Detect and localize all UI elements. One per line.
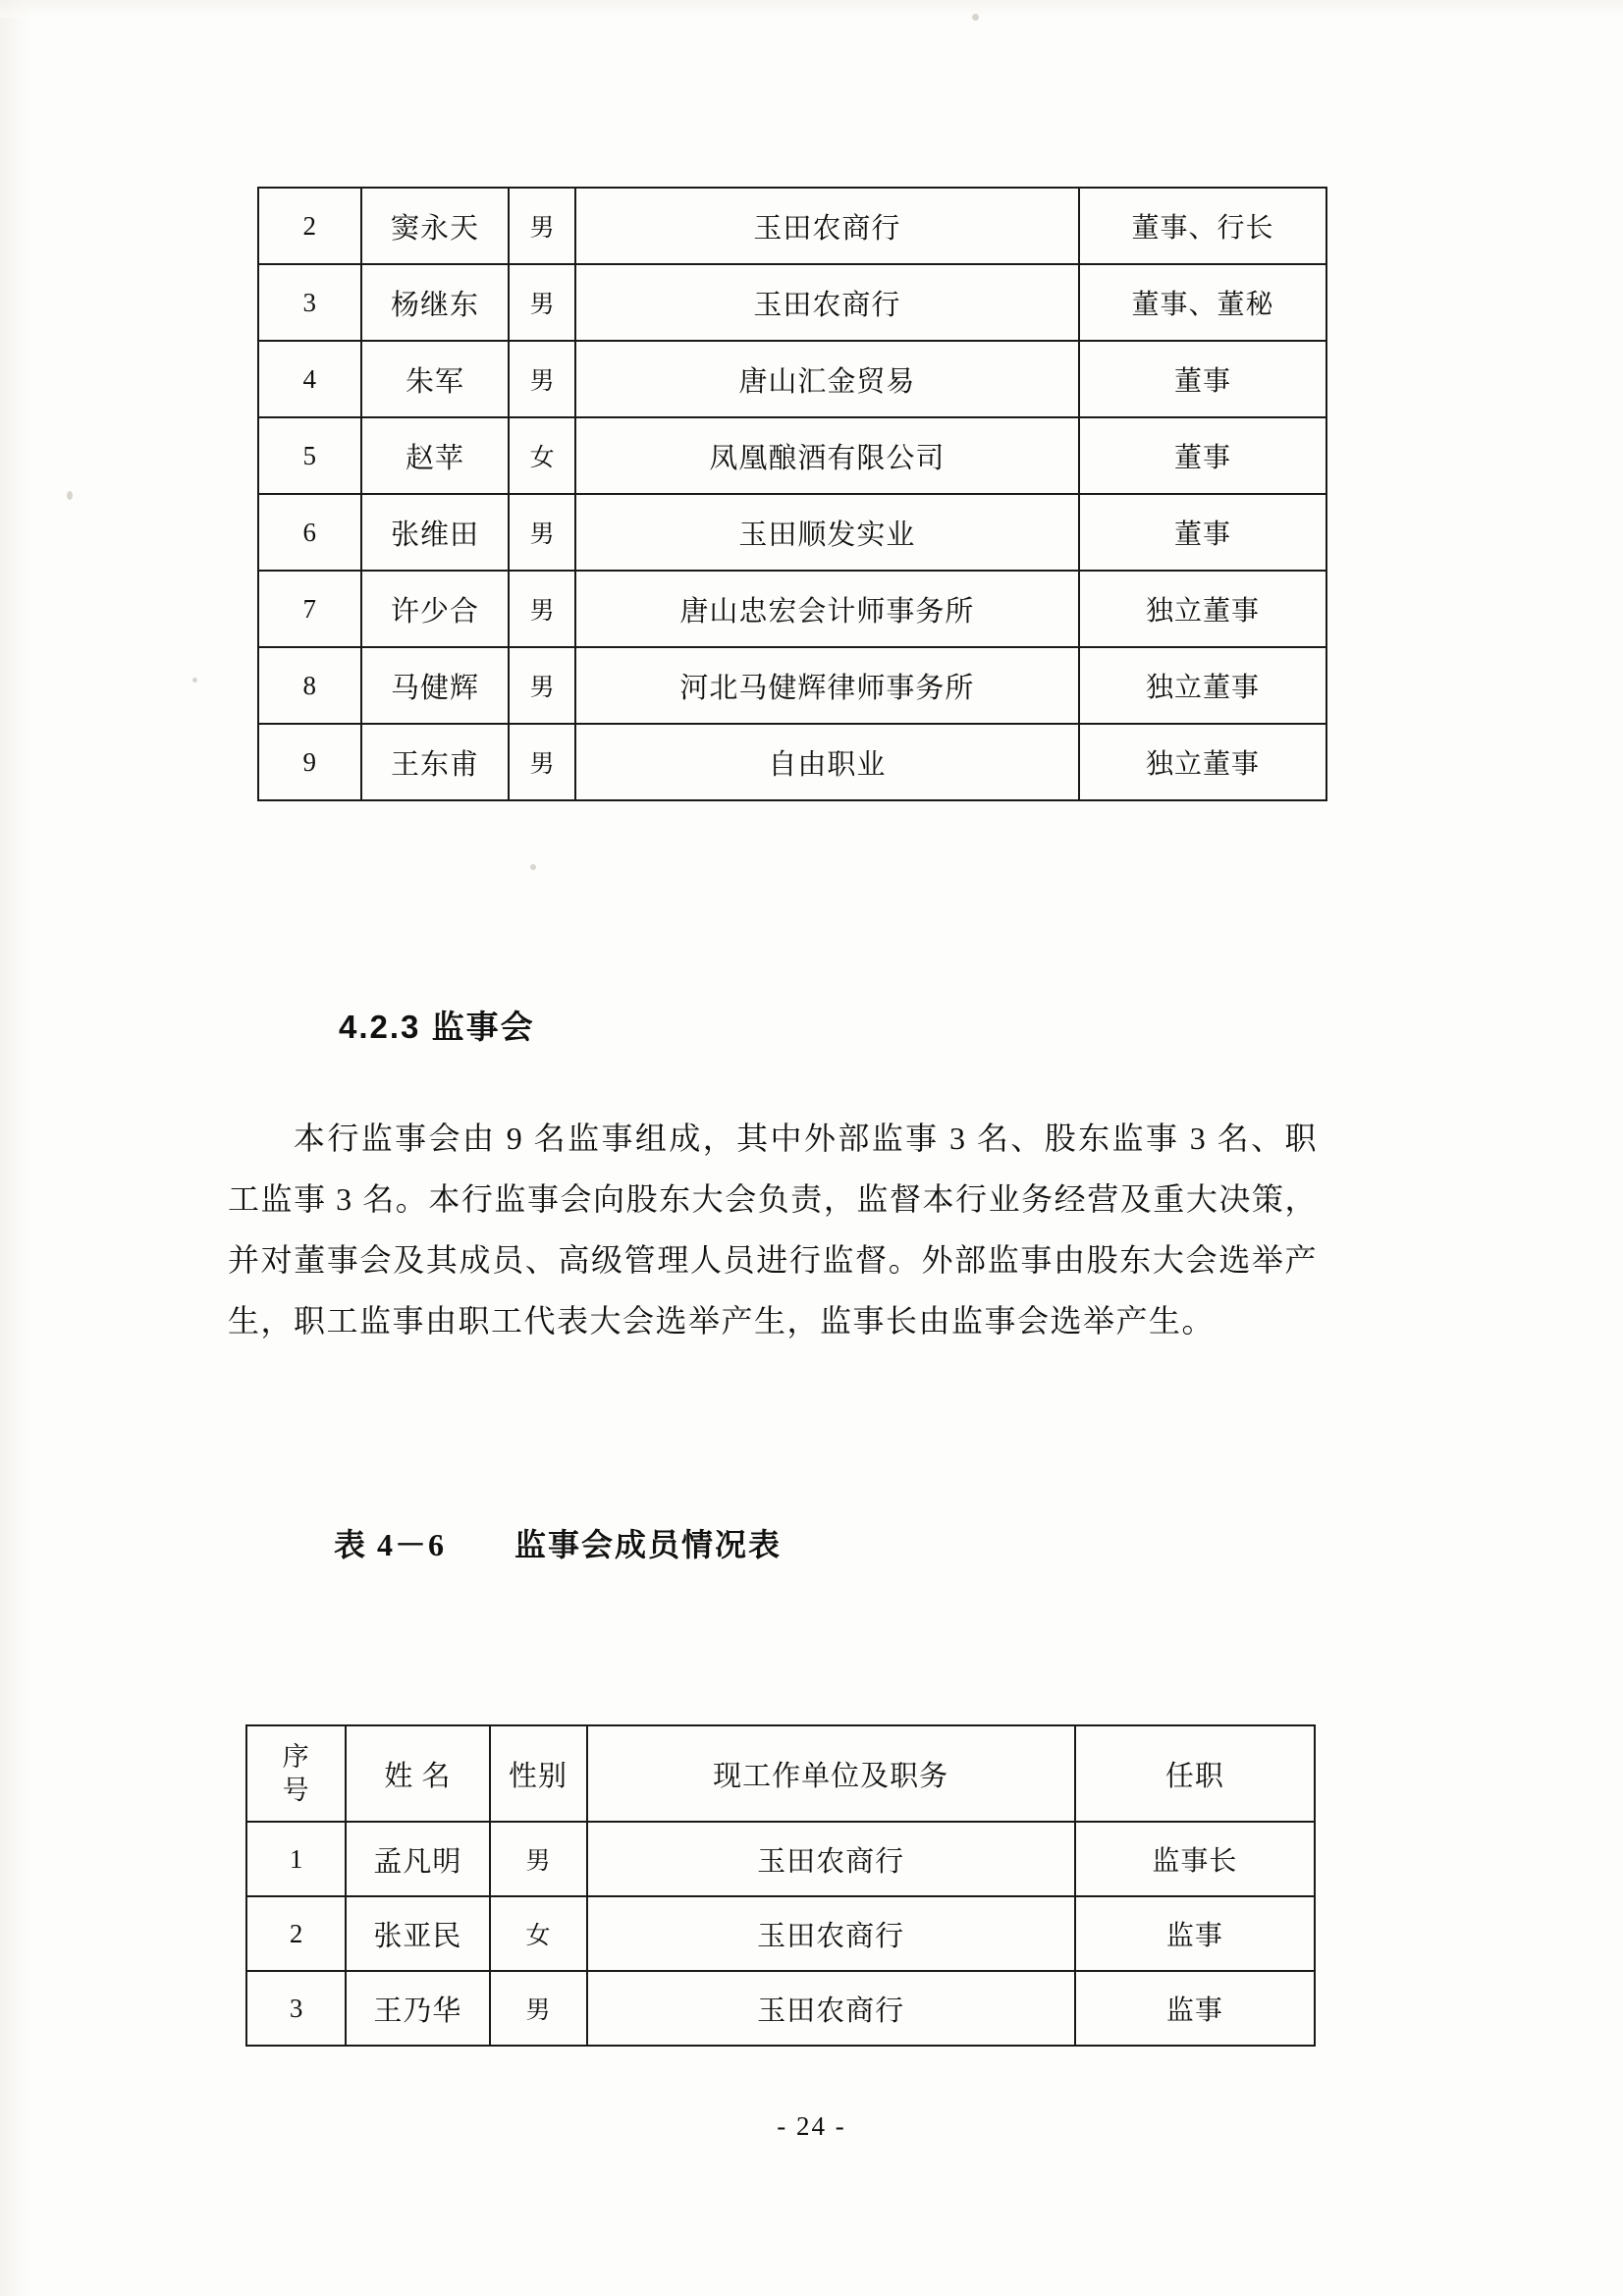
page-number: - 24 - — [777, 2111, 846, 2141]
board-members-table-wrap — [257, 187, 1327, 801]
header-post: 任职 — [1075, 1725, 1315, 1822]
table-caption-label: 表 4－6 — [334, 1527, 447, 1562]
cell-post: 监事 — [1075, 1896, 1315, 1971]
table-row — [246, 1896, 1315, 1971]
supervisor-members-table-wrap — [245, 1724, 1316, 2047]
cell-sex: 男 — [509, 341, 574, 417]
cell-no: 6 — [258, 494, 361, 571]
cell-name: 王东甫 — [361, 724, 510, 800]
cell-post: 独立董事 — [1079, 647, 1326, 724]
cell-no: 3 — [246, 1971, 346, 2046]
table-row — [258, 647, 1326, 724]
header-unit: 现工作单位及职务 — [587, 1725, 1075, 1822]
header-no-line2: 号 — [282, 1776, 310, 1805]
header-no — [246, 1725, 346, 1822]
cell-no: 4 — [258, 341, 361, 417]
cell-unit: 玉田顺发实业 — [575, 494, 1079, 571]
table-row — [258, 341, 1326, 417]
scan-edge-top — [0, 0, 1623, 18]
cell-name: 张维田 — [361, 494, 510, 571]
cell-post: 董事 — [1079, 417, 1326, 494]
scan-edge-left — [0, 0, 29, 2296]
cell-unit: 河北马健辉律师事务所 — [575, 647, 1079, 724]
cell-name: 王乃华 — [346, 1971, 489, 2046]
table-row — [258, 494, 1326, 571]
table-caption-title: 监事会成员情况表 — [514, 1527, 783, 1562]
table-row — [258, 188, 1326, 264]
cell-sex: 男 — [509, 647, 574, 724]
scan-speck — [972, 14, 979, 21]
cell-unit: 凤凰酿酒有限公司 — [575, 417, 1079, 494]
cell-no: 9 — [258, 724, 361, 800]
table-header-row — [246, 1725, 1315, 1822]
table-row — [258, 417, 1326, 494]
cell-sex: 男 — [509, 264, 574, 341]
cell-sex: 男 — [490, 1822, 587, 1896]
cell-no: 5 — [258, 417, 361, 494]
cell-unit: 自由职业 — [575, 724, 1079, 800]
cell-unit: 唐山汇金贸易 — [575, 341, 1079, 417]
cell-name: 窦永天 — [361, 188, 510, 264]
cell-sex: 女 — [490, 1896, 587, 1971]
cell-post: 董事 — [1079, 494, 1326, 571]
cell-name: 赵苹 — [361, 417, 510, 494]
cell-unit: 玉田农商行 — [587, 1896, 1075, 1971]
cell-name: 马健辉 — [361, 647, 510, 724]
cell-no: 2 — [258, 188, 361, 264]
cell-sex: 男 — [509, 724, 574, 800]
cell-unit: 玉田农商行 — [575, 264, 1079, 341]
cell-unit: 唐山忠宏会计师事务所 — [575, 571, 1079, 647]
cell-name: 许少合 — [361, 571, 510, 647]
scan-speck — [192, 678, 197, 683]
cell-name: 孟凡明 — [346, 1822, 489, 1896]
header-sex: 性别 — [490, 1725, 587, 1822]
cell-post: 独立董事 — [1079, 724, 1326, 800]
table-caption — [334, 1520, 782, 1565]
cell-sex: 男 — [509, 494, 574, 571]
cell-post: 董事 — [1079, 341, 1326, 417]
scan-speck — [67, 491, 73, 500]
cell-name: 朱军 — [361, 341, 510, 417]
cell-no: 2 — [246, 1896, 346, 1971]
scan-speck — [530, 864, 536, 870]
supervisor-members-table — [245, 1724, 1316, 2047]
cell-post: 董事、行长 — [1079, 188, 1326, 264]
table-row — [258, 571, 1326, 647]
cell-post: 监事 — [1075, 1971, 1315, 2046]
cell-unit: 玉田农商行 — [575, 188, 1079, 264]
table-row — [258, 724, 1326, 800]
cell-post: 董事、董秘 — [1079, 264, 1326, 341]
paragraph-text: 本行监事会由 9 名监事组成，其中外部监事 3 名、股东监事 3 名、职工监事 3 名。本行监事会向股东大会负责，监督本行业务经营及重大决策，并对董事会及其成员、高级管理人员进行监督。外部监事由股东大会选举产生，职工监事由职工代表大会选举产生，监事长由监事会选举产生。 — [228, 1121, 1318, 1339]
header-no-line1: 序 — [282, 1742, 310, 1772]
cell-no: 1 — [246, 1822, 346, 1896]
section-heading-supervisory-board: 4.2.3 监事会 — [339, 1009, 535, 1045]
cell-no: 8 — [258, 647, 361, 724]
cell-name: 杨继东 — [361, 264, 510, 341]
cell-no: 3 — [258, 264, 361, 341]
cell-unit: 玉田农商行 — [587, 1971, 1075, 2046]
cell-post: 监事长 — [1075, 1822, 1315, 1896]
section-paragraph — [228, 1108, 1318, 1351]
cell-unit: 玉田农商行 — [587, 1822, 1075, 1896]
cell-sex: 女 — [509, 417, 574, 494]
cell-no: 7 — [258, 571, 361, 647]
cell-sex: 男 — [490, 1971, 587, 2046]
table-row — [246, 1971, 1315, 2046]
cell-sex: 男 — [509, 571, 574, 647]
cell-post: 独立董事 — [1079, 571, 1326, 647]
header-name: 姓 名 — [346, 1725, 489, 1822]
cell-sex: 男 — [509, 188, 574, 264]
cell-name: 张亚民 — [346, 1896, 489, 1971]
table-row — [258, 264, 1326, 341]
table-row — [246, 1822, 1315, 1896]
board-members-table — [257, 187, 1327, 801]
